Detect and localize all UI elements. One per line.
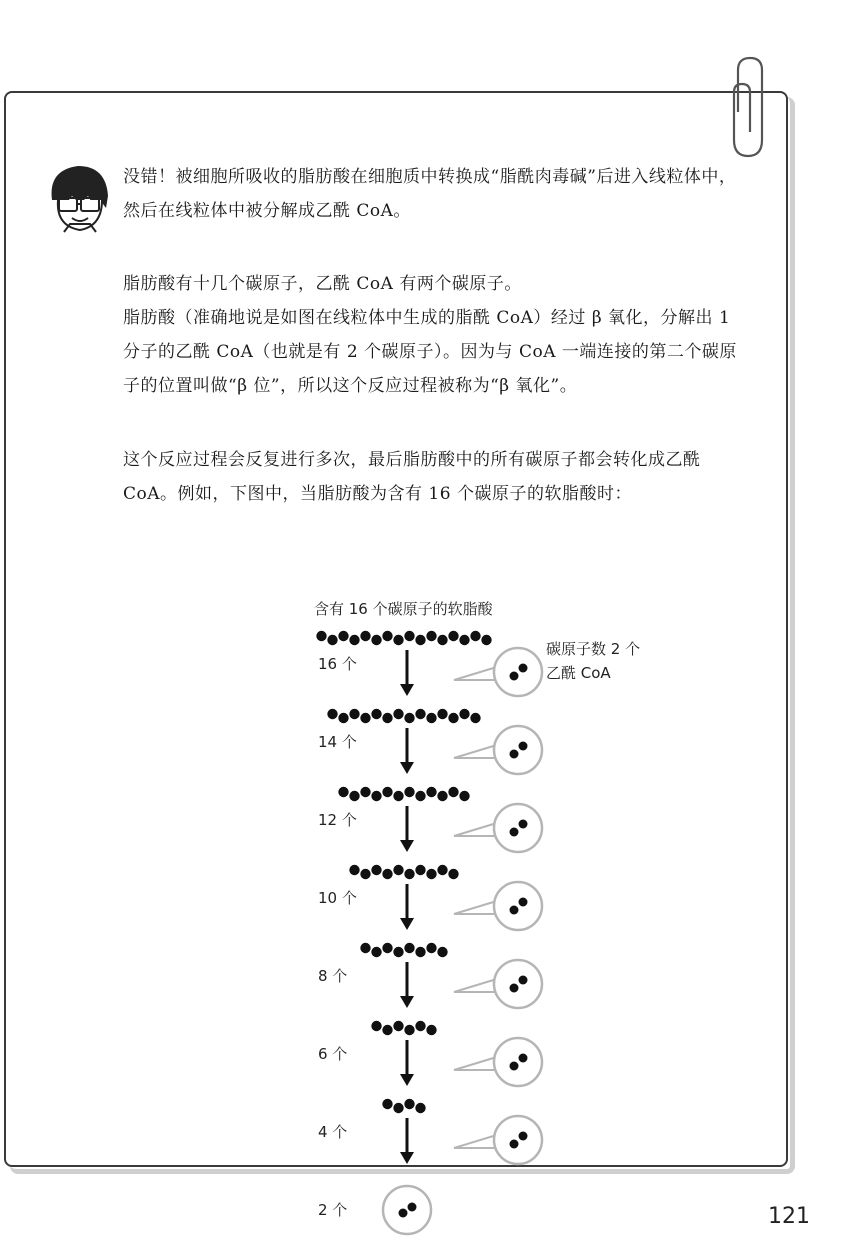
carbon-atom <box>382 1099 392 1109</box>
carbon-count-label: 10 个 <box>318 889 357 907</box>
down-arrow-icon <box>400 762 414 774</box>
acetyl-carbon-atom <box>510 750 519 759</box>
carbon-atom <box>371 1021 381 1031</box>
carbon-atom <box>404 787 414 797</box>
carbon-atom <box>404 1025 414 1035</box>
acetyl-carbon-atom <box>519 820 528 829</box>
carbon-atom <box>382 943 392 953</box>
carbon-atom <box>371 635 381 645</box>
paragraph-beta-oxidation: 脂肪酸（准确地说是如图在线粒体中生成的脂酰 CoA）经过 β 氧化，分解出 1 分子的乙酰 CoA（也就是有 2 个碳原子）。因为与 CoA 一端连接的第二个碳原子的位置叫做“β 位”，所以这个反应过程被称为“β 氧化”。 <box>123 308 737 396</box>
acetyl-coa-bubble <box>494 726 542 774</box>
carbon-atom <box>349 709 359 719</box>
acetyl-carbon-atom <box>510 1140 519 1149</box>
carbon-atom <box>393 791 403 801</box>
carbon-atom <box>382 787 392 797</box>
callout-acetyl-coa: 乙酰 CoA <box>546 664 611 682</box>
carbon-atom <box>404 631 414 641</box>
carbon-atom <box>382 869 392 879</box>
carbon-atom <box>459 791 469 801</box>
carbon-atom <box>404 1099 414 1109</box>
carbon-atom <box>393 1021 403 1031</box>
carbon-atom <box>415 947 425 957</box>
carbon-atom <box>371 865 381 875</box>
down-arrow-icon <box>400 684 414 696</box>
avatar-icon <box>44 160 114 236</box>
carbon-atom <box>415 709 425 719</box>
carbon-count-label: 4 个 <box>318 1123 348 1141</box>
diagram-title: 含有 16 个碳原子的软脂酸 <box>314 600 493 618</box>
carbon-atom <box>470 713 480 723</box>
acetyl-coa-bubble <box>494 648 542 696</box>
carbon-atom <box>393 1103 403 1113</box>
carbon-atom <box>393 865 403 875</box>
carbon-atom <box>349 791 359 801</box>
carbon-atom <box>327 709 337 719</box>
carbon-atom <box>404 869 414 879</box>
acetyl-coa-bubble <box>494 1038 542 1086</box>
carbon-atom <box>338 631 348 641</box>
page-number: 121 <box>768 1204 810 1229</box>
carbon-atom <box>415 865 425 875</box>
down-arrow-icon <box>400 918 414 930</box>
carbon-count-label: 12 个 <box>318 811 357 829</box>
acetyl-carbon-atom <box>510 1062 519 1071</box>
carbon-atom <box>459 709 469 719</box>
carbon-atom <box>404 713 414 723</box>
acetyl-carbon-atom <box>510 828 519 837</box>
carbon-atom <box>426 1025 436 1035</box>
carbon-atom <box>470 631 480 641</box>
carbon-atom <box>481 635 491 645</box>
acetyl-coa-bubble <box>494 960 542 1008</box>
carbon-atom <box>382 1025 392 1035</box>
carbon-atom <box>338 787 348 797</box>
carbon-atom <box>415 635 425 645</box>
acetyl-carbon-atom <box>510 984 519 993</box>
acetyl-carbon-atom <box>519 664 528 673</box>
paragraph-carbons: 脂肪酸有十几个碳原子，乙酰 CoA 有两个碳原子。 <box>123 274 522 294</box>
carbon-atom <box>360 631 370 641</box>
carbon-atom <box>448 787 458 797</box>
carbon-atom <box>415 1021 425 1031</box>
acetyl-carbon-atom <box>519 1054 528 1063</box>
acetyl-carbon-atom <box>519 1132 528 1141</box>
carbon-atom <box>393 709 403 719</box>
acetyl-coa-bubble <box>494 1116 542 1164</box>
carbon-atom <box>437 635 447 645</box>
carbon-atom <box>426 869 436 879</box>
carbon-atom <box>371 791 381 801</box>
acetyl-coa-bubble <box>494 804 542 852</box>
down-arrow-icon <box>400 840 414 852</box>
carbon-count-label: 16 个 <box>318 655 357 673</box>
carbon-count-label: 6 个 <box>318 1045 348 1063</box>
carbon-atom <box>360 869 370 879</box>
acetyl-coa-bubble <box>494 882 542 930</box>
carbon-atom <box>360 713 370 723</box>
paperclip-icon <box>718 52 778 162</box>
carbon-atom <box>426 787 436 797</box>
carbon-atom <box>404 943 414 953</box>
acetyl-carbon-atom <box>510 906 519 915</box>
beta-oxidation-diagram <box>300 590 680 1219</box>
acetyl-carbon-atom <box>399 1209 408 1218</box>
acetyl-carbon-atom <box>519 742 528 751</box>
down-arrow-icon <box>400 1074 414 1086</box>
paragraph-repeat: 这个反应过程会反复进行多次，最后脂肪酸中的所有碳原子都会转化成乙酰 CoA。例如，下图中，当脂肪酸为含有 16 个碳原子的软脂酸时： <box>123 450 701 504</box>
carbon-atom <box>371 709 381 719</box>
down-arrow-icon <box>400 996 414 1008</box>
carbon-atom <box>437 791 447 801</box>
carbon-atom <box>448 631 458 641</box>
carbon-atom <box>426 631 436 641</box>
carbon-atom <box>349 635 359 645</box>
carbon-atom <box>459 635 469 645</box>
carbon-atom <box>393 635 403 645</box>
carbon-atom <box>437 865 447 875</box>
carbon-atom <box>448 869 458 879</box>
carbon-atom <box>349 865 359 875</box>
carbon-atom <box>426 713 436 723</box>
final-acetyl-coa-bubble <box>383 1186 431 1234</box>
carbon-count-label: 2 个 <box>318 1201 348 1219</box>
acetyl-carbon-atom <box>519 898 528 907</box>
carbon-atom <box>371 947 381 957</box>
carbon-atom <box>382 713 392 723</box>
carbon-atom <box>448 713 458 723</box>
acetyl-carbon-atom <box>408 1203 417 1212</box>
down-arrow-icon <box>400 1152 414 1164</box>
paragraph-intro: 没错！被细胞所吸收的脂肪酸在细胞质中转换成“脂酰肉毒碱”后进入线粒体中，然后在线粒体中被分解成乙酰 CoA。 <box>123 167 737 221</box>
acetyl-carbon-atom <box>519 976 528 985</box>
carbon-atom <box>437 947 447 957</box>
carbon-atom <box>415 1103 425 1113</box>
carbon-atom <box>360 943 370 953</box>
carbon-atom <box>382 631 392 641</box>
carbon-count-label: 14 个 <box>318 733 357 751</box>
carbon-atom <box>316 631 326 641</box>
carbon-atom <box>437 709 447 719</box>
acetyl-carbon-atom <box>510 672 519 681</box>
carbon-count-label: 8 个 <box>318 967 348 985</box>
carbon-atom <box>360 787 370 797</box>
carbon-atom <box>327 635 337 645</box>
carbon-atom <box>338 713 348 723</box>
carbon-atom <box>393 947 403 957</box>
callout-carbon-count: 碳原子数 2 个 <box>546 640 641 658</box>
carbon-atom <box>426 943 436 953</box>
carbon-atom <box>415 791 425 801</box>
